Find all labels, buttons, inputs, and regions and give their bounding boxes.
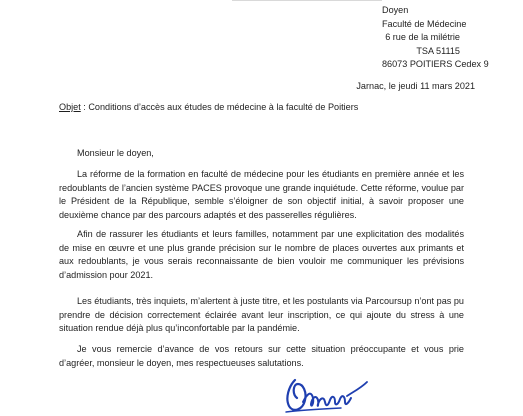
recipient-address: [382, 4, 489, 72]
paragraph-text: Afin de rassurer les étudiants et leurs familles, notamment par une explicitation des modalités de mise en œuvre et une plus grande précision sur le nombre de places ouvertes aux primants et aux redoublants, je vous serais reconnaissante de bien vouloir me communiquer les prévisions d’admission pour 2021.: [59, 229, 464, 280]
recipient-line: TSA 51115: [416, 45, 460, 56]
recipient-line: 6 rue de la milétrie: [385, 32, 460, 43]
subject-line: [59, 102, 358, 112]
paragraph-text: La réforme de la formation en faculté de médecine pour les étudiants en première année et les redoublants de l’ancien système PACES provoque une grande inquiétude. Cette réforme, voulue par le Président de la République, semble s’éloigner de son objectif initial, à savoir proposer une deuxième chance par des parcours adaptés et des passerelles régulières.: [59, 169, 464, 220]
subject-text: : Conditions d’accès aux études de médecine à la faculté de Poitiers: [80, 102, 359, 112]
signature-icon: [281, 372, 371, 416]
paragraph-text: Les étudiants, très inquiets, m’alertent à juste titre, et les postulants via Parcoursup n’ont pas pu prendre de décision correctement éclairée avant leur inscription, ce qui ajoute du stress à une situation rendue déjà plus qu’inconfortable par la pandémie.: [59, 296, 464, 334]
recipient-line: 86073 POITIERS Cedex 9: [382, 59, 489, 70]
subject-label: Objet: [59, 102, 81, 112]
letter-date: Jarnac, le jeudi 11 mars 2021: [356, 81, 475, 91]
body-paragraph: [59, 343, 464, 370]
body-paragraph: [59, 295, 464, 336]
top-divider: [232, 0, 382, 1]
greeting: Monsieur le doyen,: [77, 148, 154, 158]
recipient-line: Faculté de Médecine: [382, 18, 467, 29]
paragraph-text: Je vous remercie d’avance de vos retours sur cette situation préoccupante et vous prie d’agréer, monsieur le doyen, mes respectueuses salutations.: [59, 344, 464, 368]
body-paragraph: [59, 168, 464, 222]
body-paragraph: [59, 228, 464, 282]
recipient-line: Doyen: [382, 5, 409, 15]
